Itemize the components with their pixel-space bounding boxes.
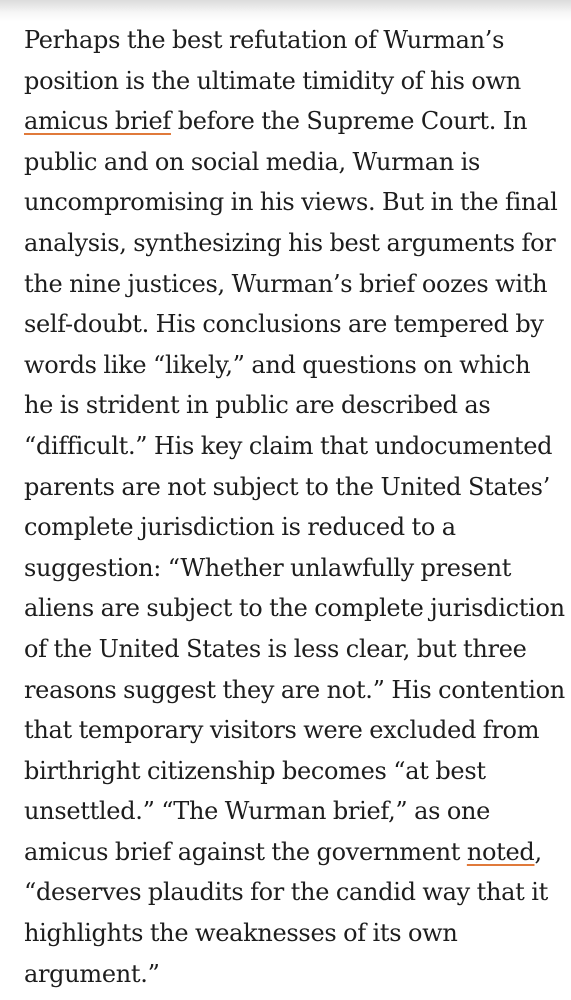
noted-link[interactable]: noted [466,837,535,866]
article-paragraph [24,20,564,994]
text-line: self-doubt. His conclusions are tempered by [24,310,544,339]
text-line: suggestion: “Whether unlawfully present [24,553,512,582]
text-line [24,832,564,873]
text-line: unsettled.” “The Wurman brief,” as one [24,797,491,826]
text-line: position is the ultimate timidity of his own [24,66,521,95]
text-line: argument.” [24,959,160,988]
text-line: words like “likely,” and questions on which [24,350,531,379]
text-line: Perhaps the best refutation of Wurman’s [24,26,505,54]
text-line: parents are not subject to the United States’ [24,472,551,501]
text-line: he is strident in public are described as [24,391,491,420]
text-line: birthright citizenship becomes “at best [24,756,486,785]
text-segment: , [534,837,542,866]
text-line: reasons suggest they are not.” His contention [24,675,565,704]
amicus-brief-link[interactable]: amicus brief [24,107,171,136]
text-line: that temporary visitors were excluded from [24,716,540,745]
text-line: public and on social media, Wurman is [24,147,481,176]
text-line: of the United States is less clear, but three [24,634,527,663]
text-line: complete jurisdiction is reduced to a [24,513,456,542]
top-shadow-bar [0,0,571,22]
text-segment: before the Supreme Court. In [170,107,528,136]
text-line: highlights the weaknesses of its own [24,919,458,948]
text-segment: amicus brief against the government [24,837,467,866]
text-line: uncompromising in his views. But in the final [24,188,558,217]
text-line: aliens are subject to the complete jurisdiction [24,594,565,623]
text-line: the nine justices, Wurman’s brief oozes with [24,269,548,298]
text-line: analysis, synthesizing his best arguments for [24,228,556,257]
text-line: “deserves plaudits for the candid way that it [24,878,548,907]
text-line [24,101,564,142]
text-line: “difficult.” His key claim that undocumented [24,431,553,460]
